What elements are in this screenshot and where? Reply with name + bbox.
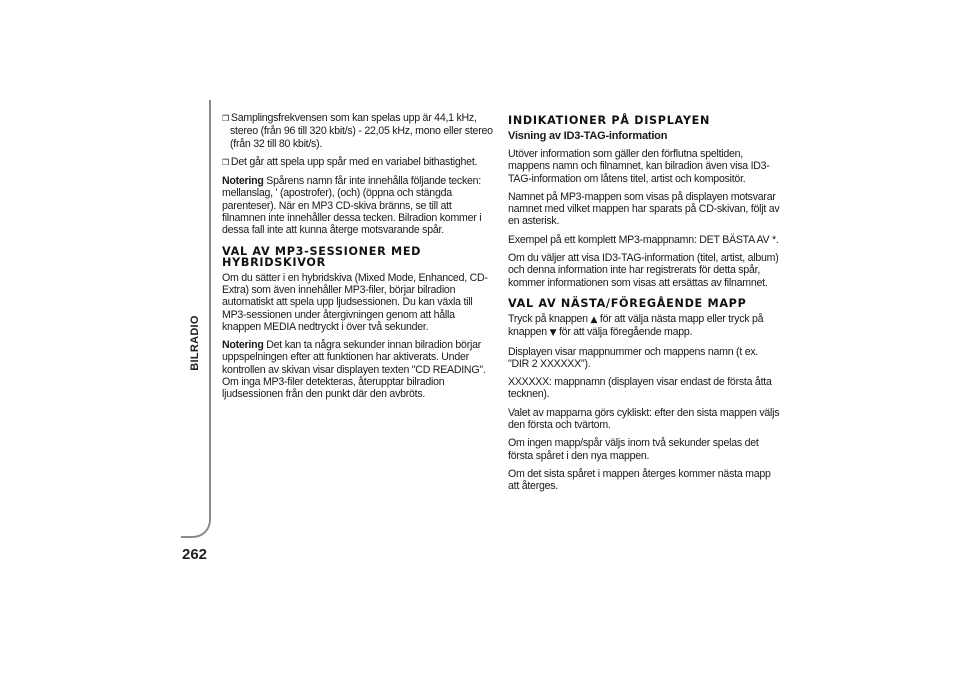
body-paragraph: Om ingen mapp/spår väljs inom två sekunder spelas det första spåret i den nya mappen. [508, 437, 759, 462]
body-paragraph: Exempel på ett komplett MP3-mappnamn: DET BÄSTA AV *. [508, 233, 779, 246]
note-text: Det kan ta några sekunder innan bilradion börjar uppspelningen efter att funktionen har aktiverats. Under kontrollen av skivan visar displayen texten "CD READING". Om inga MP3-filer detekteras, återupptar bilradion ljudsessionen från den punkt där den avbröts. [222, 339, 486, 401]
left-column [222, 112, 494, 407]
body-paragraph: Om det sista spåret i mappen återges kommer nästa mapp att återges. [508, 467, 771, 493]
note-paragraph [222, 175, 494, 236]
section-heading: VAL AV MP3-SESSIONER MED HYBRIDSKIVOR [222, 244, 422, 269]
triangle-down-icon: ▼ [549, 328, 557, 339]
note-label: Notering [222, 339, 264, 352]
bullet-text: Samplingsfrekvensen som kan spelas upp är 44,1 kHz, stereo (från 96 till 320 kbit/s) - 22,05 kHz, mono eller stereo (från 32 till 80 kbit/s). [230, 112, 493, 150]
body-paragraph: Valet av mapparna görs cykliskt: efter den sista mappen väljs den första och tvärtom. [508, 406, 780, 432]
body-paragraph: XXXXXX: mappnamn (displayen visar endast de första åtta tecknen). [508, 376, 772, 401]
note-label: Notering [222, 175, 264, 188]
page-number: 262 [182, 546, 208, 563]
body-paragraph: Displayen visar mappnummer och mappens namn (t ex. "DIR 2 XXXXXX"). [508, 345, 759, 370]
note-paragraph [222, 339, 494, 400]
body-text: för att välja föregående mapp. [558, 326, 693, 339]
section-side-label [184, 315, 206, 371]
checkbox-bullet-icon: ❒ [222, 157, 229, 167]
triangle-up-icon: ▲ [590, 314, 598, 325]
note-text: Spårens namn får inte innehålla följande tecken: mellanslag, ' (apostrofer), (och) (öppna och stängda parenteser). När en MP3 CD-skiva bränns, se till att filnamnen inte innehåller dessa tecken. Bilradion kommer i dessa fall inte att kunna återge motsvarande spår. [222, 175, 482, 237]
section-heading: VAL AV NÄSTA/FÖREGÅENDE MAPP [508, 296, 747, 310]
checkbox-bullet-icon: ❒ [222, 114, 229, 123]
body-paragraph: Om du sätter i en hybridskiva (Mixed Mode, Enhanced, CD-Extra) som även innehåller MP3-filer, börjar bilradion automatiskt att spela upp ljudsessionen. Du kan växla till MP3-sessionen under återgivningen genom att hålla knappen MEDIA nedtryckt i över två sekunder. [222, 271, 488, 333]
section-heading: INDIKATIONER PÅ DISPLAYEN [508, 114, 711, 127]
bullet-item [222, 156, 494, 169]
side-label-text: BILRADIO [189, 315, 202, 371]
body-paragraph [508, 313, 780, 340]
bullet-text: Det går att spela upp spår med en variabel bithastighet. [230, 155, 478, 168]
body-paragraph: Om du väljer att visa ID3-TAG-information (titel, artist, album) och denna information inte har registrerats för detta spår, kommer informationen som visas att ersättas av filnamnet. [508, 252, 779, 289]
body-text: Tryck på knappen [508, 312, 588, 325]
sub-heading: Visning av ID3-TAG-information [508, 130, 668, 142]
body-paragraph: Utöver information som gäller den förflutna speltiden, mappens namn och filnamnet, kan bilradion även visa ID3-TAG-information om låtens titel, artist och kompositör. [508, 148, 770, 185]
body-text: för att välja nästa mapp eller tryck på knappen [508, 312, 764, 339]
right-column [508, 112, 780, 499]
bullet-item [222, 112, 494, 150]
body-paragraph: Namnet på MP3-mappen som visas på displayen motsvarar namnet med vilket mappen har sparats på CD-skivan, följt av en asterisk. [508, 190, 780, 228]
